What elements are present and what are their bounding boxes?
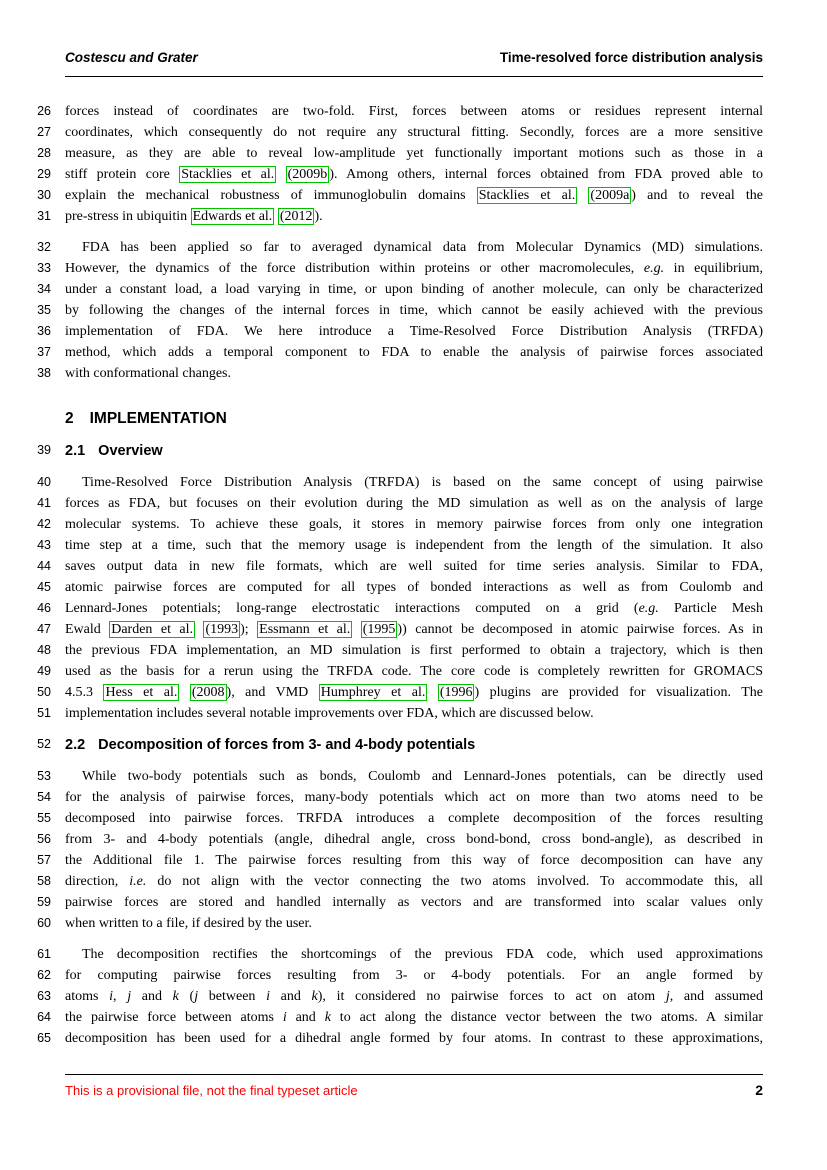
line-number: 47 — [37, 622, 51, 636]
text-span: method, which adds a temporal component to FDA to enable the analysis of pairwise forces associated — [65, 345, 763, 360]
line-number: 33 — [37, 261, 51, 275]
text-span: ), and VMD — [226, 685, 319, 700]
text-line — [13, 787, 827, 808]
line-text — [65, 661, 763, 682]
text-span: While two-body potentials such as bonds, Coulomb and Lennard-Jones potentials, can be directly used — [82, 769, 763, 784]
text-line — [13, 122, 827, 143]
line-text — [65, 556, 763, 577]
italic-text: k — [311, 989, 318, 1004]
provisional-note: This is a provisional file, not the final typeset article — [65, 1083, 358, 1098]
text-line — [13, 164, 827, 185]
italic-text: i — [109, 989, 114, 1004]
line-text — [65, 321, 763, 342]
text-line — [13, 258, 827, 279]
line-text — [65, 703, 763, 724]
text-line — [13, 703, 827, 724]
text-line — [13, 472, 827, 493]
heading-block — [13, 440, 827, 462]
line-text — [65, 122, 763, 143]
text-span: coordinates, which consequently do not require any structural fitting. Secondly, forces are a more sensitive — [65, 125, 763, 140]
text-line — [13, 363, 827, 384]
text-span: Lennard-Jones potentials; long-range electrostatic interactions computed on a grid ( — [65, 601, 639, 616]
citation-link[interactable]: (2009a — [590, 188, 630, 203]
text-span — [276, 167, 285, 182]
line-number: 52 — [37, 737, 51, 751]
line-text — [65, 101, 763, 122]
text-span: explain the mechanical robustness of immunoglobulin domains — [65, 188, 477, 203]
text-span: However, the dynamics of the force distribution within proteins or other macromolecules, — [65, 261, 644, 276]
heading-text — [65, 408, 763, 430]
text-span: Ewald — [65, 622, 110, 637]
text-span: to act along the distance vector between the two atoms. A similar — [330, 1010, 763, 1025]
text-span: molecular systems. To achieve these goals, it stores in memory pairwise forces from only one integration — [65, 517, 763, 532]
line-number: 41 — [37, 496, 51, 510]
text-line — [13, 237, 827, 258]
text-span: implementation of FDA. We here introduce a Time-Resolved Force Distribution Analysis (TRFDA) — [65, 324, 763, 339]
text-span: ). — [314, 209, 323, 224]
text-span: do not align with the vector connecting the two atoms involved. To accommodate this, all — [146, 874, 763, 889]
italic-text: e.g. — [638, 601, 659, 616]
line-text — [65, 185, 763, 206]
text-span: the pairwise force between atoms — [65, 1010, 283, 1025]
heading-block — [13, 408, 827, 430]
heading-title: Decomposition of forces from 3- and 4-body potentials — [98, 737, 476, 753]
text-span: Particle Mesh — [658, 601, 764, 616]
text-span: The decomposition rectifies the shortcomings of the previous FDA code, which used approximations — [82, 947, 763, 962]
text-span: and — [269, 989, 312, 1004]
section-heading — [13, 408, 827, 430]
text-line — [13, 640, 827, 661]
text-span: the previous FDA implementation, an MD simulation is first performed to obtain a trajectory, which is then — [65, 643, 763, 658]
subsection-heading — [13, 440, 827, 462]
text-line — [13, 342, 827, 363]
text-span: under a constant load, a load varying in time, or upon binding of another molecule, can only be characterized — [65, 282, 763, 297]
running-header-authors: Costescu and Grater — [65, 50, 198, 65]
text-span: forces instead of coordinates are two-fold. First, forces between atoms or residues represent internal — [65, 104, 763, 119]
line-number: 38 — [37, 366, 51, 380]
text-span: atomic pairwise forces are computed for all types of bonded interactions as well as from Coulomb and — [65, 580, 763, 595]
line-text — [65, 258, 763, 279]
citation-link[interactable]: (2012 — [279, 209, 313, 224]
line-number: 27 — [37, 125, 51, 139]
line-number — [13, 408, 65, 430]
text-span: , and assumed — [669, 989, 763, 1004]
text-line — [13, 300, 827, 321]
citation-link[interactable]: Essmann et al. — [259, 622, 351, 637]
text-line — [13, 766, 827, 787]
line-number: 51 — [37, 706, 51, 720]
paragraph — [13, 944, 827, 1049]
italic-text: i.e. — [129, 874, 147, 889]
text-span: , — [113, 989, 128, 1004]
line-number: 55 — [37, 811, 51, 825]
paragraph — [13, 237, 827, 384]
text-line — [13, 514, 827, 535]
text-line — [13, 556, 827, 577]
line-text — [65, 342, 763, 363]
line-number: 39 — [37, 443, 51, 457]
line-text — [65, 1028, 763, 1049]
line-number: 57 — [37, 853, 51, 867]
text-line — [13, 661, 827, 682]
text-span: )) cannot be decomposed in atomic pairwise forces. As in — [397, 622, 764, 637]
citation-link[interactable]: (1993 — [205, 622, 239, 637]
text-span: stiff protein core — [65, 167, 180, 182]
line-text — [65, 598, 763, 619]
text-line — [13, 1028, 827, 1049]
text-span: when written to a file, if desired by the user. — [65, 916, 312, 931]
heading-text — [65, 734, 763, 756]
header-rule — [65, 76, 763, 77]
heading-text — [65, 440, 763, 462]
text-line — [13, 944, 827, 965]
text-span: with conformational changes. — [65, 366, 232, 381]
text-line — [13, 965, 827, 986]
text-line — [13, 535, 827, 556]
line-number: 59 — [37, 895, 51, 909]
text-span: ) and to reveal the — [631, 188, 763, 203]
text-line — [13, 598, 827, 619]
line-text — [65, 829, 763, 850]
line-text — [65, 363, 763, 384]
text-span: Time-Resolved Force Distribution Analysis (TRFDA) is based on the same concept of using pairwise — [82, 475, 763, 490]
line-text — [65, 640, 763, 661]
line-text — [65, 279, 763, 300]
line-text — [65, 1007, 763, 1028]
line-text — [65, 535, 763, 556]
text-span — [577, 188, 588, 203]
line-text — [65, 300, 763, 321]
text-line — [13, 493, 827, 514]
text-line — [13, 913, 827, 934]
line-number: 31 — [37, 209, 51, 223]
line-number: 37 — [37, 345, 51, 359]
line-text — [65, 237, 763, 258]
line-number: 28 — [37, 146, 51, 160]
italic-text: j — [194, 989, 199, 1004]
paragraph — [13, 472, 827, 724]
citation-link[interactable]: (1996 — [439, 685, 473, 700]
text-line — [13, 101, 827, 122]
page-footer — [65, 1074, 763, 1098]
line-text — [65, 986, 763, 1007]
text-line — [13, 871, 827, 892]
paragraph — [13, 101, 827, 227]
citation-link[interactable]: (2009b — [287, 167, 328, 182]
text-line — [13, 206, 827, 227]
line-text — [65, 472, 763, 493]
text-span — [352, 622, 360, 637]
line-text — [65, 808, 763, 829]
text-span: atoms — [65, 989, 110, 1004]
line-text — [65, 143, 763, 164]
text-span: between — [198, 989, 267, 1004]
line-text — [65, 766, 763, 787]
text-span: in equilibrium, — [664, 261, 763, 276]
italic-text: i — [282, 1010, 287, 1025]
text-span: used as the basis for a rerun using the TRFDA code. The core code is completely rewritten for GROMACS — [65, 664, 763, 679]
text-line — [13, 143, 827, 164]
text-line — [13, 321, 827, 342]
text-span: by following the changes of the internal forces in time, which cannot be easily achieved with the previous — [65, 303, 763, 318]
text-span: decomposition has been used for a dihedral angle formed by four atoms. In contrast to these approximations, — [65, 1031, 763, 1046]
text-span: ), it considered no pairwise forces to act on atom — [317, 989, 666, 1004]
text-span: for the analysis of pairwise forces, many-body potentials which act on more than two atoms need to be — [65, 790, 763, 805]
text-span: saves output data in new file formats, which are well suited for time series analysis. Similar to FDA, — [65, 559, 763, 574]
citation-link[interactable]: Stacklies et al. — [478, 188, 576, 203]
line-text — [65, 965, 763, 986]
text-span: from 3- and 4-body potentials (angle, dihedral angle, cross bond-bond, cross bond-angle), as described in — [65, 832, 763, 847]
paragraph — [13, 766, 827, 934]
text-span — [179, 685, 189, 700]
text-line — [13, 850, 827, 871]
text-span: ( — [178, 989, 195, 1004]
text-span: forces as FDA, but focuses on their evolution during the MD simulation as well as on the analysis of large — [65, 496, 763, 511]
line-number: 63 — [37, 989, 51, 1003]
line-number: 36 — [37, 324, 51, 338]
heading-number: 2.2 — [65, 737, 86, 753]
text-span: measure, as they are able to reveal low-amplitude yet functionally important motions such as those in a — [65, 146, 763, 161]
line-text — [65, 164, 763, 185]
line-number: 30 — [37, 188, 51, 202]
text-span: for computing pairwise forces resulting from 3- or 4-body potentials. For an angle formed by — [65, 968, 763, 983]
text-span: decomposed into pairwise forces. TRFDA introduces a complete decomposition of the forces resulting — [65, 811, 763, 826]
text-span: ). Among others, internal forces obtained from FDA proved able to — [329, 167, 763, 182]
text-span: FDA has been applied so far to averaged dynamical data from Molecular Dynamics (MD) simulations. — [82, 240, 763, 255]
line-number: 54 — [37, 790, 51, 804]
line-number: 65 — [37, 1031, 51, 1045]
text-span: pairwise forces are stored and handled internally as vectors and are transformed into scalar values only — [65, 895, 763, 910]
line-text — [65, 892, 763, 913]
line-number: 43 — [37, 538, 51, 552]
heading-number: 2 — [65, 410, 74, 427]
line-text — [65, 682, 763, 703]
text-line — [13, 986, 827, 1007]
text-span: ) plugins are provided for visualization. The — [474, 685, 763, 700]
line-number: 45 — [37, 580, 51, 594]
italic-text: k — [172, 989, 179, 1004]
text-span: the Additional file 1. The pairwise forces resulting from this way of force decomposition can have any — [65, 853, 763, 868]
citation-link[interactable]: Stacklies et al. — [181, 167, 275, 182]
line-text — [65, 944, 763, 965]
italic-text: j — [127, 989, 132, 1004]
line-number: 58 — [37, 874, 51, 888]
italic-text: k — [324, 1010, 331, 1025]
heading-title: Overview — [98, 443, 163, 459]
text-line — [13, 1007, 827, 1028]
text-span: ); — [240, 622, 258, 637]
document-body — [0, 101, 827, 1049]
line-number: 42 — [37, 517, 51, 531]
text-line — [13, 279, 827, 300]
line-number: 35 — [37, 303, 51, 317]
line-number: 61 — [37, 947, 51, 961]
line-number: 48 — [37, 643, 51, 657]
line-number: 60 — [37, 916, 51, 930]
text-line — [13, 577, 827, 598]
line-number: 62 — [37, 968, 51, 982]
citation-link[interactable]: (2008 — [191, 685, 225, 700]
citation-link[interactable]: Humphrey et al. — [320, 685, 426, 700]
line-number: 49 — [37, 664, 51, 678]
italic-text: j — [665, 989, 670, 1004]
italic-text: i — [266, 989, 270, 1004]
heading-number: 2.1 — [65, 443, 86, 459]
citation-link[interactable]: Darden et al. — [111, 622, 194, 637]
line-text — [65, 913, 763, 934]
text-span — [427, 685, 437, 700]
line-text — [65, 577, 763, 598]
running-header — [65, 0, 763, 65]
text-span: time step at a time, such that the memory usage is independent from the length of the simulation. It also — [65, 538, 763, 553]
text-line — [13, 682, 827, 703]
text-span: direction, — [65, 874, 130, 889]
line-number: 40 — [37, 475, 51, 489]
text-line — [13, 892, 827, 913]
line-number: 53 — [37, 769, 51, 783]
line-text — [65, 787, 763, 808]
line-text — [65, 514, 763, 535]
line-number: 56 — [37, 832, 51, 846]
line-number: 46 — [37, 601, 51, 615]
text-line — [13, 619, 827, 640]
text-line — [13, 808, 827, 829]
line-number: 29 — [37, 167, 51, 181]
italic-text: e.g. — [643, 261, 665, 276]
line-text — [65, 850, 763, 871]
line-text — [65, 619, 763, 640]
line-number: 32 — [37, 240, 51, 254]
text-span: and — [286, 1010, 325, 1025]
heading-block — [13, 734, 827, 756]
line-text — [65, 871, 763, 892]
citation-link[interactable]: (1995 — [362, 622, 396, 637]
page-number: 2 — [755, 1082, 763, 1098]
text-line — [13, 185, 827, 206]
line-number: 50 — [37, 685, 51, 699]
text-span: pre-stress in ubiquitin — [65, 209, 191, 224]
citation-link[interactable]: Edwards et al. — [192, 209, 273, 224]
text-span: and — [131, 989, 173, 1004]
text-span: 4.5.3 — [65, 685, 104, 700]
line-number: 26 — [37, 104, 51, 118]
line-number: 34 — [37, 282, 51, 296]
line-number: 64 — [37, 1010, 51, 1024]
text-span: implementation includes several notable improvements over FDA, which are discussed below. — [65, 706, 594, 721]
running-header-title: Time-resolved force distribution analysis — [499, 50, 763, 65]
line-number: 44 — [37, 559, 51, 573]
citation-link[interactable]: Hess et al. — [105, 685, 178, 700]
line-text — [65, 206, 763, 227]
subsection-heading — [13, 734, 827, 756]
heading-title: IMPLEMENTATION — [89, 410, 227, 427]
text-line — [13, 829, 827, 850]
line-text — [65, 493, 763, 514]
